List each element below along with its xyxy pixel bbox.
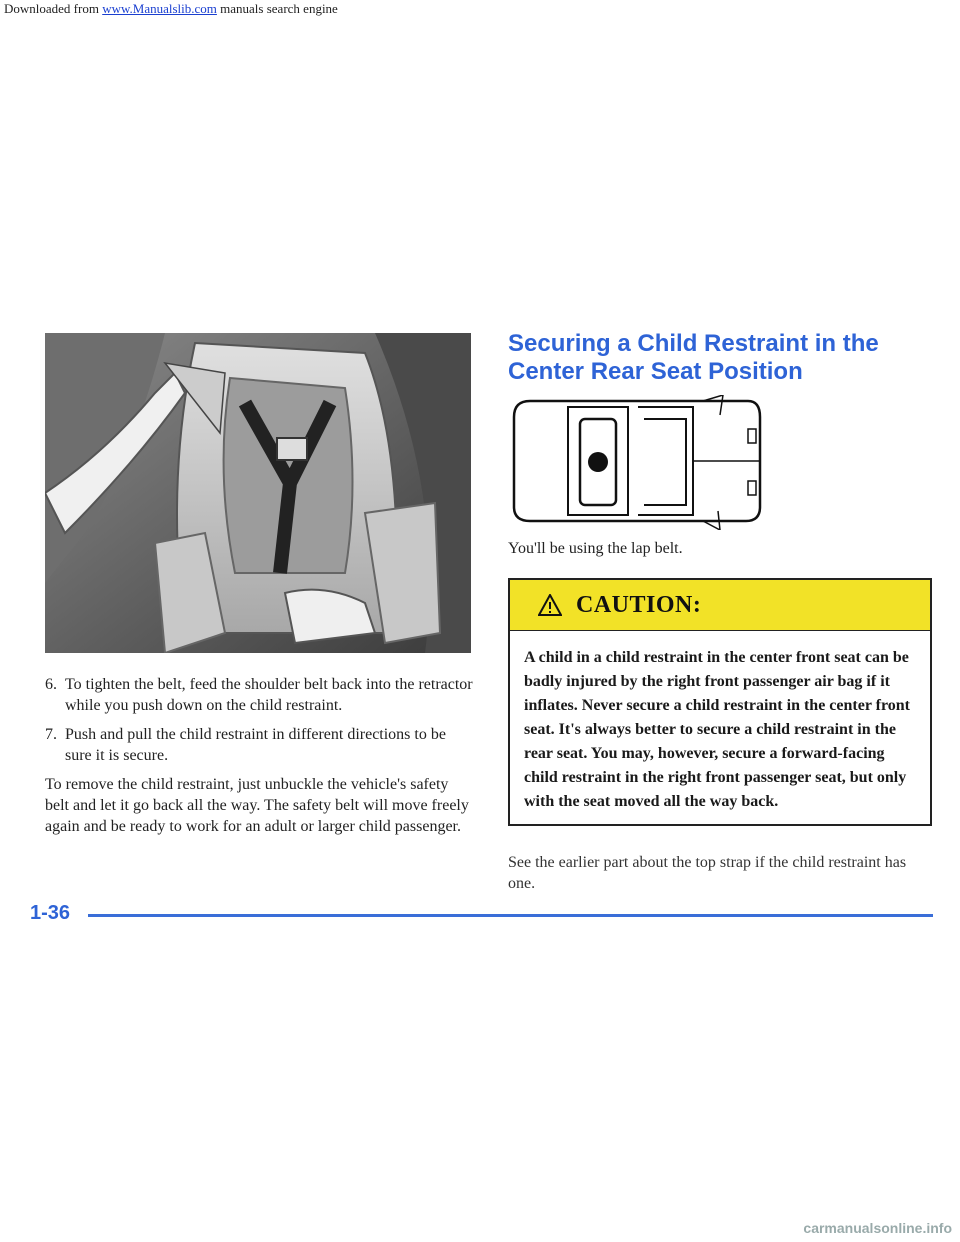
caution-label: CAUTION: — [576, 591, 702, 618]
vehicle-seat-diagram — [508, 395, 768, 530]
child-seat-photo — [45, 333, 471, 653]
page-number: 1-36 — [30, 902, 71, 924]
footer-watermark: carmanualsonline.info — [803, 1220, 952, 1236]
manualslib-link[interactable]: www.Manualslib.com — [102, 1, 217, 16]
section-heading: Securing a Child Restraint in the Center Rear Seat Position — [508, 330, 879, 385]
step-text: Push and pull the child restraint in different directions to be sure it is secure. — [65, 726, 446, 764]
caution-header — [510, 580, 930, 631]
left-column — [45, 674, 475, 837]
top-strap-note: See the earlier part about the top strap if the child restraint has one. — [508, 854, 907, 892]
lap-belt-note: You'll be using the lap belt. — [508, 540, 683, 557]
step-7 — [45, 724, 475, 766]
step-text: To tighten the belt, feed the shoulder belt back into the retractor while you push down on the child restraint. — [65, 676, 473, 714]
caution-text: A child in a child restraint in the center front seat can be badly injured by the right front passenger air bag if it inflates. Never secure a child restraint in the center front seat. It's always better to secure a child restraint in the rear seat. You may, however, secure a forward-facing child restraint in the right front passenger seat, but only with the seat moved all the way back. — [524, 649, 910, 810]
caution-box — [508, 578, 932, 826]
download-banner — [0, 0, 960, 18]
step-number: 6. — [45, 676, 57, 693]
banner-suffix: manuals search engine — [216, 1, 338, 16]
banner-prefix: Downloaded from — [4, 1, 103, 16]
remove-paragraph: To remove the child restraint, just unbuckle the vehicle's safety belt and let it go back all the way. The safety belt will move freely again and be ready to work for an adult or larger child passenger. — [45, 776, 469, 835]
page-rule — [88, 914, 933, 917]
step-number: 7. — [45, 726, 57, 743]
step-6 — [45, 674, 475, 716]
warning-triangle-icon — [538, 594, 562, 616]
